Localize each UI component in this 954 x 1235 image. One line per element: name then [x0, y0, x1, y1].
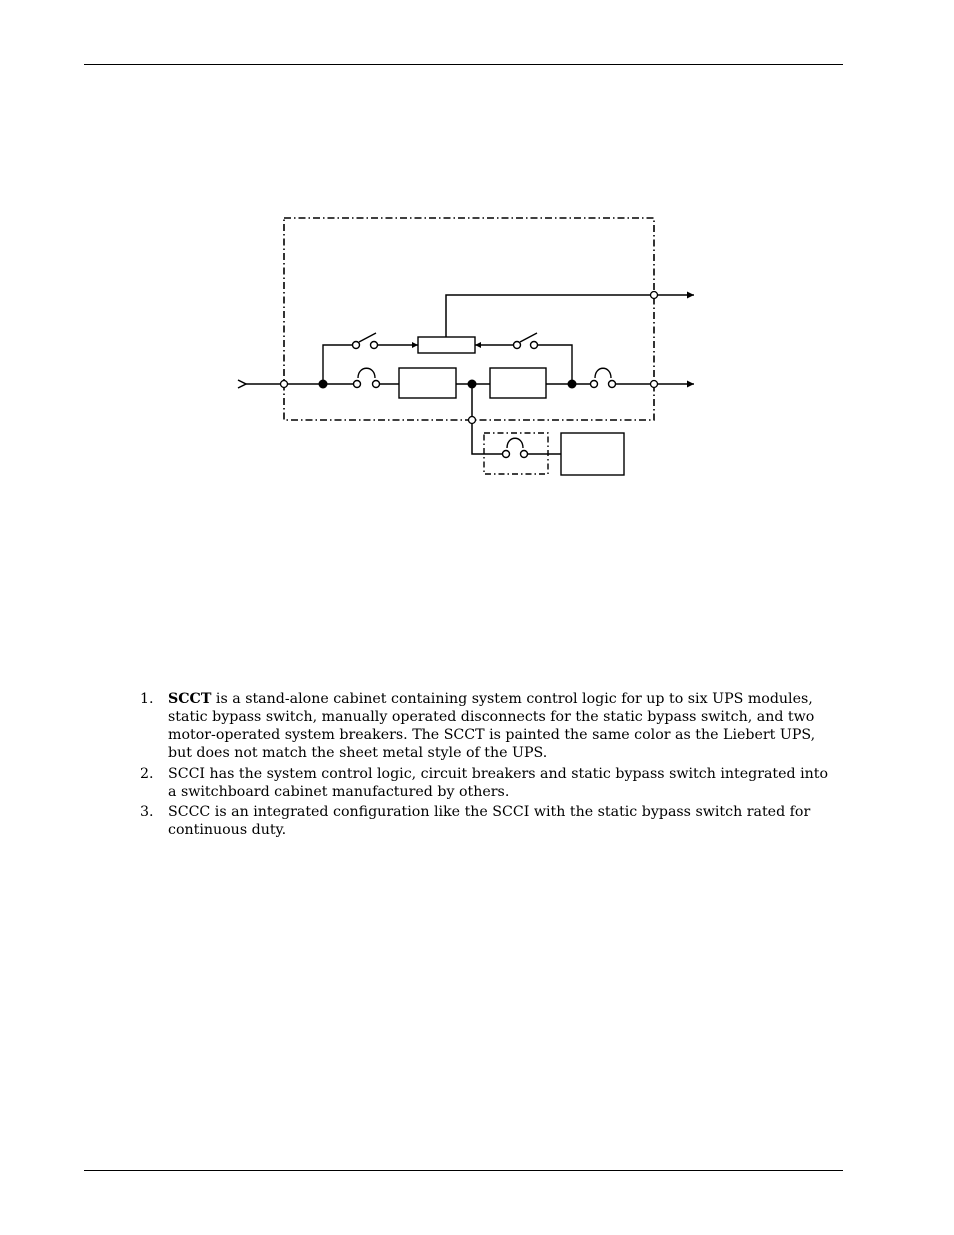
note-number: 2.	[140, 765, 154, 782]
control-line	[446, 295, 651, 337]
battery-breaker	[503, 438, 528, 457]
note-text: SCCI has the system control logic, circuit breakers and static bypass switch integrated into a switchboard cabinet manufactured by others.	[168, 765, 829, 800]
battery-feed-line	[472, 424, 502, 455]
notes-list	[140, 690, 840, 842]
note-number: 1.	[140, 691, 154, 707]
note-item	[140, 765, 840, 801]
note-number: 3.	[140, 804, 154, 820]
note-text: is a stand-alone cabinet containing system control logic for up to six UPS modules, static bypass switch, manually operated disconnects for the static bypass switch, and two motor-operated system breakers. The SCCT is painted the same color as the Liebert UPS, but does not match the sheet metal style of the UPS.	[168, 691, 816, 761]
note-term: SCCT	[168, 691, 212, 707]
output-terminal	[651, 381, 658, 388]
footer-rule	[84, 1170, 843, 1171]
control-terminal	[651, 292, 658, 299]
note-item	[140, 690, 840, 762]
cabinet-enclosure	[284, 218, 654, 420]
inverter-block	[490, 368, 546, 398]
note-item	[140, 803, 840, 839]
bypass-left-disconnect	[323, 333, 378, 384]
input-breaker	[354, 368, 380, 387]
rectifier-block	[399, 368, 456, 398]
battery-terminal	[469, 417, 476, 424]
battery-block	[561, 433, 624, 475]
note-text: SCCC is an integrated configuration like the SCCI with the static bypass switch rated for continuous duty.	[168, 804, 811, 838]
input-chevron	[238, 380, 246, 388]
static-bypass-switch	[418, 337, 475, 353]
output-breaker	[591, 368, 616, 387]
input-terminal	[281, 381, 288, 388]
